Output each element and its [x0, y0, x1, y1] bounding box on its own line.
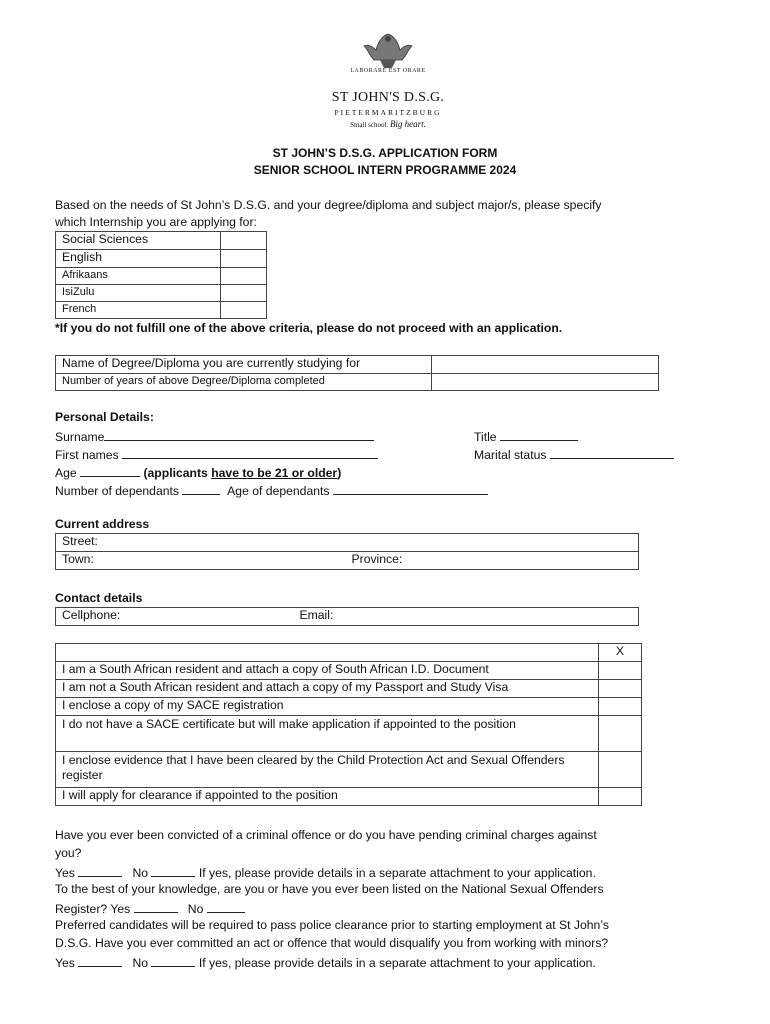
subject-row [56, 232, 267, 250]
q2-text-1: To the best of your knowledge, are you or have you ever been listed on the National Sexual Offenders [55, 882, 604, 896]
subjects-table [55, 231, 267, 319]
checklist-row [56, 662, 642, 680]
province-label: Province: [351, 552, 403, 566]
street-field[interactable] [56, 534, 639, 552]
town-province-field[interactable] [56, 552, 639, 570]
first-names-field[interactable] [122, 446, 378, 459]
subject-row [56, 285, 267, 302]
q3-answer-row [55, 954, 596, 970]
age-field[interactable] [80, 464, 140, 477]
first-names-row [55, 446, 378, 462]
q1-no-label: No [132, 866, 149, 880]
surname-label: Surname [55, 430, 105, 444]
school-logo [318, 30, 458, 140]
subject-label: English [56, 250, 221, 268]
logo-school-name: ST JOHN'S D.S.G. [331, 90, 445, 105]
criteria-note: *If you do not fulfill one of the above criteria, please do not proceed with an application. [55, 321, 563, 335]
q1-answer-row [55, 864, 596, 880]
dependants-row [55, 482, 488, 498]
checklist-checkbox[interactable] [599, 698, 642, 716]
checklist-checkbox[interactable] [599, 716, 642, 752]
q3-no-field[interactable] [151, 954, 195, 967]
age-note: (applicants have to be 21 or older) [143, 466, 342, 480]
q1-text-2: you? [55, 846, 82, 860]
marital-field[interactable] [550, 446, 674, 459]
subject-label: Social Sciences [56, 232, 221, 250]
checklist-row [56, 698, 642, 716]
degree-name-field[interactable] [432, 356, 659, 374]
subject-checkbox[interactable] [221, 285, 267, 302]
dependants-field[interactable] [182, 482, 220, 495]
degree-years-label: Number of years of above Degree/Diploma completed [56, 374, 432, 391]
age-label: Age [55, 466, 77, 480]
checklist-item: I do not have a SACE certificate but will make application if appointed to the position [56, 716, 599, 752]
subject-checkbox[interactable] [221, 302, 267, 319]
checklist-row [56, 788, 642, 806]
checklist-checkbox[interactable] [599, 752, 642, 788]
form-subtitle: SENIOR SCHOOL INTERN PROGRAMME 2024 [253, 163, 517, 177]
contact-heading: Contact details [55, 591, 143, 605]
checklist-checkbox[interactable] [599, 680, 642, 698]
q1-tail: If yes, please provide details in a separate attachment to your application. [198, 866, 596, 880]
contact-field[interactable] [56, 608, 639, 626]
checklist-checkbox[interactable] [599, 662, 642, 680]
degree-table [55, 355, 659, 391]
surname-field[interactable] [104, 428, 374, 441]
q1-text-1: Have you ever been convicted of a criminal offence or do you have pending criminal charges against [55, 828, 597, 842]
subject-checkbox[interactable] [221, 268, 267, 285]
checklist-row [56, 752, 642, 788]
intro-text-1: Based on the needs of St John’s D.S.G. and your degree/diploma and subject major/s, please specify [55, 198, 602, 212]
checklist-item: I will apply for clearance if appointed to the position [56, 788, 599, 806]
subject-label: IsiZulu [56, 285, 221, 302]
checklist-item: I enclose evidence that I have been cleared by the Child Protection Act and Sexual Offenders register [56, 752, 599, 788]
checklist-item: I am not a South African resident and attach a copy of my Passport and Study Visa [56, 680, 599, 698]
email-label: Email: [299, 608, 334, 622]
first-names-label: First names [55, 448, 119, 462]
q3-tail: If yes, please provide details in a separate attachment to your application. [198, 956, 596, 970]
logo-motto: LABORARE EST ORARE [350, 68, 426, 74]
subject-row [56, 268, 267, 285]
degree-name-label: Name of Degree/Diploma you are currently studying for [56, 356, 432, 374]
cellphone-label: Cellphone: [62, 608, 121, 622]
checklist-item: I am a South African resident and attach a copy of South African I.D. Document [56, 662, 599, 680]
intro-text-2: which Internship you are applying for: [55, 215, 257, 229]
logo-town: PIETERMARITZBURG [334, 108, 442, 117]
q1-yes-field[interactable] [78, 864, 122, 877]
q3-yes-field[interactable] [78, 954, 122, 967]
checklist-checkbox[interactable] [599, 788, 642, 806]
checklist-row [56, 680, 642, 698]
checklist-table [55, 643, 642, 806]
contact-table [55, 607, 639, 626]
checklist-header-x: X [599, 644, 642, 662]
q1-yes-label: Yes [55, 866, 75, 880]
q3-no-label: No [132, 956, 149, 970]
q1-no-field[interactable] [151, 864, 195, 877]
q2-no-label: No [187, 902, 204, 916]
title-row [474, 428, 578, 444]
dependants-age-field[interactable] [333, 482, 488, 495]
subject-label: French [56, 302, 221, 319]
q3-text-2: D.S.G. Have you ever committed an act or offence that would disqualify you from working with minors? [55, 936, 609, 950]
personal-heading: Personal Details: [55, 410, 154, 424]
marital-label: Marital status [474, 448, 547, 462]
subject-row [56, 250, 267, 268]
surname-row [55, 428, 374, 444]
q3-yes-label: Yes [55, 956, 75, 970]
dependants-age-label: Age of dependants [227, 484, 330, 498]
q2-answer-row [55, 900, 245, 916]
form-title: ST JOHN’S D.S.G. APPLICATION FORM [272, 146, 498, 160]
q2-no-field[interactable] [207, 900, 245, 913]
q2-yes-field[interactable] [134, 900, 178, 913]
street-label: Street: [62, 534, 98, 548]
title-label: Title [474, 430, 497, 444]
age-row [55, 464, 341, 480]
marital-row [474, 446, 674, 462]
subject-checkbox[interactable] [221, 250, 267, 268]
subject-row [56, 302, 267, 319]
address-table [55, 533, 639, 570]
title-field[interactable] [500, 428, 578, 441]
subject-label: Afrikaans [56, 268, 221, 285]
address-heading: Current address [55, 517, 150, 531]
q3-text-1: Preferred candidates will be required to pass police clearance prior to starting employment at St John’s [55, 918, 609, 932]
dependants-label: Number of dependants [55, 484, 179, 498]
checklist-item: I enclose a copy of my SACE registration [56, 698, 599, 716]
logo-tagline: Small school. Big heart. [350, 119, 426, 129]
q2-yes-label: Register? Yes [55, 902, 131, 916]
eagle-crest-icon [318, 30, 458, 70]
degree-years-field[interactable] [432, 374, 659, 391]
town-label: Town: [62, 552, 94, 566]
subject-checkbox[interactable] [221, 232, 267, 250]
checklist-row [56, 716, 642, 752]
checklist-header-blank [56, 644, 599, 662]
